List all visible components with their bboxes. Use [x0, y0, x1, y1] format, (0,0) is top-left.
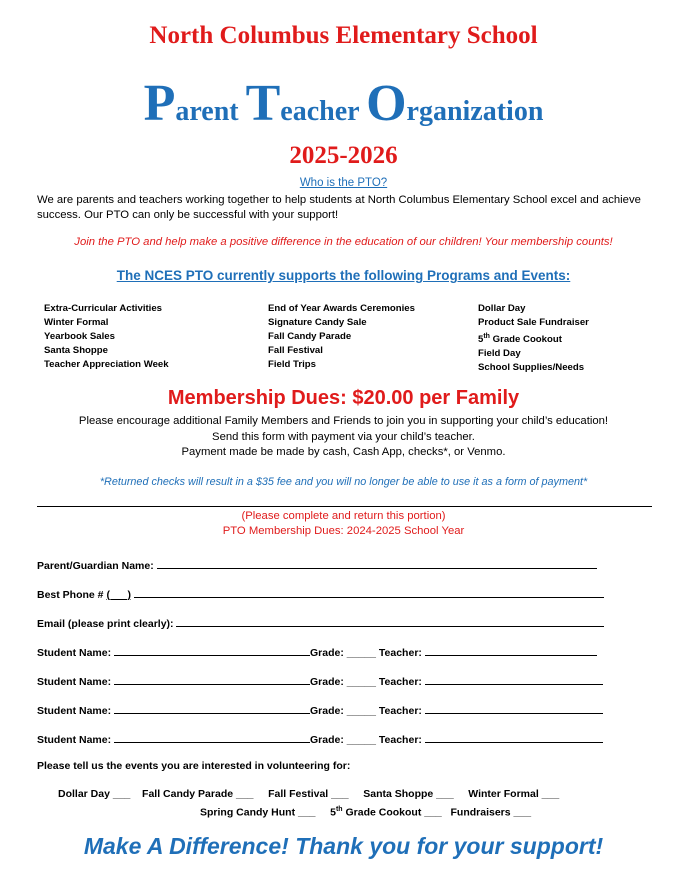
- email-field[interactable]: [176, 615, 604, 627]
- student-row: [37, 673, 603, 688]
- teacher-label: Teacher:: [378, 647, 422, 659]
- teacher-field[interactable]: [425, 731, 603, 743]
- thank-you-message: Make A Difference! Thank you for your support!: [83, 833, 604, 859]
- dues-info: [0, 414, 687, 461]
- program-item: Yearbook Sales: [44, 331, 115, 342]
- student-row: [37, 644, 597, 659]
- teacher-field[interactable]: [425, 673, 603, 685]
- grade-label[interactable]: Grade: _____: [310, 647, 376, 659]
- phone-row: [37, 586, 604, 601]
- org-word-parent: arent: [175, 96, 246, 127]
- program-item: End of Year Awards Ceremonies: [268, 303, 415, 314]
- program-item: Fall Festival: [268, 345, 323, 356]
- programs-title: The NCES PTO currently supports the following Programs and Events:: [116, 268, 571, 283]
- program-item: 5th Grade Cookout: [478, 333, 562, 346]
- program-item: Field Trips: [268, 359, 316, 370]
- cut-line: [37, 506, 652, 507]
- program-item: Field Day: [478, 348, 521, 360]
- returned-checks-note: *Returned checks will result in a $35 fee and you will no longer be able to use it as a form of payment*: [99, 476, 588, 488]
- student-name-label: Student Name:: [37, 676, 112, 688]
- parent-name-row: [37, 557, 597, 572]
- phone-field[interactable]: [134, 586, 604, 598]
- phone-area-code-field[interactable]: (___): [106, 589, 131, 601]
- student-name-label: Student Name:: [37, 647, 112, 659]
- org-letter-o: O: [366, 75, 407, 132]
- teacher-label: Teacher:: [378, 734, 422, 746]
- program-item: Signature Candy Sale: [268, 317, 367, 328]
- student-name-label: Student Name:: [37, 734, 112, 746]
- dues-title: Membership Dues: $20.00 per Family: [167, 387, 520, 409]
- program-item: Product Sale Fundraiser: [478, 317, 589, 328]
- form-header: [0, 509, 687, 539]
- program-item: Teacher Appreciation Week: [44, 359, 169, 370]
- student-row: [37, 731, 603, 746]
- volunteer-events-row-1[interactable]: Dollar Day ___ Fall Candy Parade ___ Fall Festival ___ Santa Shoppe ___ Winter Formal ___: [58, 788, 560, 800]
- org-word-organization: rganization: [406, 96, 544, 127]
- intro-text: We are parents and teachers working together to help students at North Columbus Elementary School excel and achieve success. Our PTO can only be successful with your support!: [37, 194, 641, 221]
- org-word-teacher: eacher: [280, 96, 367, 127]
- join-text: Join the PTO and help make a positive difference in the education of our children! Your membership counts!: [74, 236, 613, 248]
- program-item: Santa Shoppe: [44, 345, 108, 356]
- org-letter-p: P: [143, 75, 176, 132]
- school-name: North Columbus Elementary School: [149, 22, 538, 49]
- student-name-field[interactable]: [114, 731, 310, 743]
- school-year: 2025-2026: [289, 142, 398, 169]
- program-item: Extra-Curricular Activities: [44, 303, 163, 314]
- student-name-field[interactable]: [114, 702, 310, 714]
- student-name-field[interactable]: [114, 673, 310, 685]
- program-item: Dollar Day: [478, 303, 526, 314]
- volunteer-prompt: Please tell us the events you are interested in volunteering for:: [37, 760, 351, 772]
- programs-column-2: [268, 302, 415, 372]
- grade-label[interactable]: Grade: _____: [310, 705, 376, 717]
- program-item: School Supplies/Needs: [478, 362, 585, 374]
- org-letter-t: T: [245, 75, 281, 132]
- program-item: Fall Candy Parade: [268, 331, 352, 342]
- teacher-label: Teacher:: [378, 676, 422, 688]
- student-name-label: Student Name:: [37, 705, 112, 717]
- parent-name-label: Parent/Guardian Name:: [37, 560, 154, 572]
- email-row: [37, 615, 604, 630]
- org-title: [0, 74, 687, 133]
- who-title: Who is the PTO?: [299, 177, 388, 189]
- email-label: Email (please print clearly):: [37, 618, 174, 630]
- parent-name-field[interactable]: [157, 557, 597, 569]
- student-row: [37, 702, 603, 717]
- teacher-field[interactable]: [425, 702, 603, 714]
- volunteer-events-row-2[interactable]: Spring Candy Hunt ___ 5th Grade Cookout ___ Fundraisers ___: [200, 806, 532, 819]
- dues-line-2: Send this form with payment via your child’s teacher.: [212, 430, 475, 443]
- grade-label[interactable]: Grade: _____: [310, 676, 376, 688]
- grade-label[interactable]: Grade: _____: [310, 734, 376, 746]
- form-instruction: (Please complete and return this portion): [241, 510, 446, 522]
- program-item: Winter Formal: [44, 317, 109, 328]
- dues-line-3: Payment made be made by cash, Cash App, checks*, or Venmo.: [181, 446, 506, 458]
- programs-column-1: [44, 302, 169, 372]
- teacher-label: Teacher:: [378, 705, 422, 717]
- programs-column-3: [478, 302, 589, 375]
- teacher-field[interactable]: [425, 644, 597, 656]
- form-subtitle: PTO Membership Dues: 2024-2025 School Year: [222, 525, 465, 537]
- dues-line-1: Please encourage additional Family Members and Friends to join you in supporting your child’s education!: [78, 415, 609, 427]
- phone-label: Best Phone #: [37, 589, 107, 601]
- student-name-field[interactable]: [114, 644, 310, 656]
